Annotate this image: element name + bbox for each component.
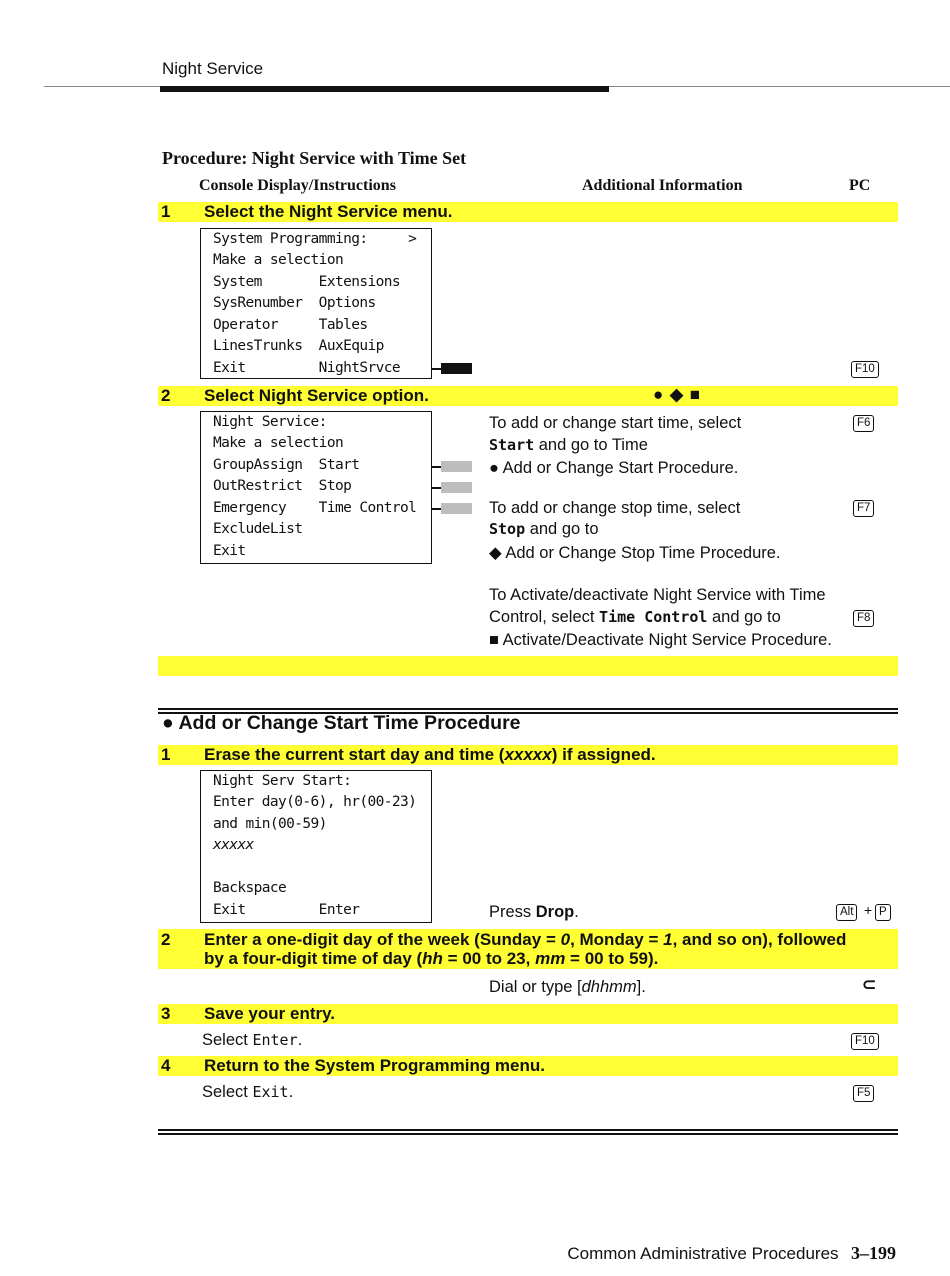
start-step-2-number: 2: [161, 930, 171, 949]
time-control-selector-key[interactable]: [441, 503, 472, 514]
s2-l1e: , and so on), followed: [672, 930, 847, 949]
start-connector: [431, 466, 441, 468]
step-2-number: 2: [161, 386, 171, 405]
nightsrvce-selector-key[interactable]: [441, 363, 472, 374]
screen-line-value: xxxxx: [213, 837, 254, 853]
screen-line: Operator Tables: [213, 317, 368, 333]
time-control-info-line2: [489, 608, 781, 627]
stop-selector-key[interactable]: [441, 482, 472, 493]
start-info-line1: To add or change start time, select: [489, 414, 742, 432]
dial-post: ].: [636, 978, 646, 996]
time-control-connector: [431, 508, 441, 510]
start-step-4-number: 4: [161, 1056, 171, 1075]
f5-key[interactable]: F5: [853, 1085, 874, 1102]
press-drop-instruction: [489, 903, 579, 922]
step-2-closing-bar: [158, 656, 898, 676]
dial-instruction: [489, 978, 646, 997]
screen-line: Make a selection: [213, 252, 344, 268]
select-exit-instruction: [202, 1083, 293, 1102]
screen-line: Exit: [213, 543, 246, 559]
section-title: ● Add or Change Start Time Procedure: [162, 712, 521, 734]
step-2-text: Select Night Service option.: [204, 386, 429, 405]
s2-l1a: Enter a one-digit day of the week (Sunday =: [204, 930, 561, 949]
stop-connector: [431, 487, 441, 489]
column-header-pc: PC: [849, 177, 871, 194]
press-drop-pre: Press: [489, 903, 536, 921]
stop-info-line3: ◆ Add or Change Stop Time Procedure.: [489, 544, 781, 562]
s2-l1b: 0: [560, 930, 571, 949]
s2-l1d: 1: [663, 930, 673, 949]
time-control-info-pre: Control, select: [489, 608, 600, 626]
procedure-symbols: ● ◆ ■: [653, 385, 702, 404]
nightsrvce-connector: [431, 368, 441, 370]
time-control-info-line1: To Activate/deactivate Night Service with Time: [489, 586, 826, 604]
p-key[interactable]: P: [875, 904, 891, 921]
end-double-rule-bottom: [158, 1133, 898, 1135]
screen-line: Night Service:: [213, 414, 327, 430]
footer: [567, 1243, 896, 1264]
screen-line: Exit Enter: [213, 902, 360, 918]
start-selector-key[interactable]: [441, 461, 472, 472]
column-header-additional: Additional Information: [582, 177, 743, 194]
time-control-info-line3: ■ Activate/Deactivate Night Service Procedure.: [489, 631, 832, 649]
screen-line: ExcludeList: [213, 521, 303, 537]
screen-line: Night Serv Start:: [213, 773, 352, 789]
screen-line: and min(00-59): [213, 816, 327, 832]
system-programming-screen: [200, 228, 432, 379]
f10-key-enter[interactable]: F10: [851, 1033, 879, 1050]
select-exit-pre: Select: [202, 1083, 253, 1101]
exit-command: Exit: [252, 1083, 289, 1101]
start-step-2-line2: [204, 949, 658, 969]
screen-line: LinesTrunks AuxEquip: [213, 338, 384, 354]
page-number: 3–199: [851, 1243, 896, 1263]
end-double-rule-top: [158, 1129, 898, 1131]
stop-command: Stop: [489, 520, 526, 538]
start-step-1-text: [204, 745, 656, 765]
f6-key[interactable]: F6: [853, 415, 874, 432]
time-control-command: Time Control: [599, 608, 708, 626]
select-enter-instruction: [202, 1031, 302, 1050]
dial-pre: Dial or type [: [489, 978, 582, 996]
column-header-console: Console Display/Instructions: [199, 177, 396, 194]
start-step-1-post: ) if assigned.: [551, 745, 656, 764]
start-info-line3: ● Add or Change Start Procedure.: [489, 459, 739, 477]
screen-line-stop[interactable]: OutRestrict Stop: [213, 478, 352, 494]
step-1-number: 1: [161, 202, 171, 221]
time-control-info-post: and go to: [707, 608, 781, 626]
drop-key-label: Drop: [535, 903, 575, 921]
screen-line: Enter day(0-6), hr(00-23): [213, 794, 417, 810]
screen-line-start[interactable]: GroupAssign Start: [213, 457, 360, 473]
night-serv-start-screen: [200, 770, 432, 923]
enter-command: Enter: [252, 1031, 298, 1049]
start-info-post: and go to Time: [534, 436, 648, 454]
dial-format: dhhmm: [581, 978, 637, 996]
screen-line-time-control[interactable]: Emergency Time Control: [213, 500, 417, 516]
s2-l2e: = 00 to 59).: [565, 949, 659, 968]
f10-key[interactable]: F10: [851, 361, 879, 378]
stop-info-line1: To add or change stop time, select: [489, 499, 741, 517]
screen-line: Make a selection: [213, 435, 344, 451]
start-info-line2: [489, 436, 648, 455]
f8-key[interactable]: F8: [853, 610, 874, 627]
screen-line: System Extensions: [213, 274, 400, 290]
step-1-text: Select the Night Service menu.: [204, 202, 453, 221]
start-step-4-text: Return to the System Programming menu.: [204, 1056, 545, 1075]
s2-l2b: hh: [422, 949, 443, 968]
dial-pad-icon: ⊂: [862, 975, 877, 994]
running-header: Night Service: [162, 59, 264, 78]
start-step-2-line1: [204, 930, 846, 950]
header-thick-rule: [160, 86, 609, 92]
s2-l2d: mm: [535, 949, 566, 968]
screen-line: Backspace: [213, 880, 287, 896]
select-exit-post: .: [288, 1083, 294, 1101]
screen-line: System Programming: >: [213, 231, 417, 247]
screen-line-nightsrvce[interactable]: Exit NightSrvce: [213, 360, 400, 376]
select-enter-post: .: [297, 1031, 303, 1049]
press-drop-post: .: [574, 903, 579, 921]
start-command: Start: [489, 436, 535, 454]
section-double-rule-top: [158, 708, 898, 710]
screen-line: SysRenumber Options: [213, 295, 376, 311]
stop-info-line2: [489, 520, 599, 539]
select-enter-pre: Select: [202, 1031, 253, 1049]
night-service-screen: [200, 411, 432, 564]
start-step-1-pre: Erase the current start day and time (: [204, 745, 505, 764]
stop-info-post: and go to: [525, 520, 599, 538]
start-step-3-text: Save your entry.: [204, 1004, 336, 1023]
start-step-3-number: 3: [161, 1004, 171, 1023]
alt-key[interactable]: Alt: [836, 904, 857, 921]
start-step-1-number: 1: [161, 745, 171, 764]
s2-l2a: by a four-digit time of day (: [204, 949, 423, 968]
plus-sign: +: [864, 902, 873, 918]
f7-key[interactable]: F7: [853, 500, 874, 517]
footer-section-title: Common Administrative Procedures: [567, 1244, 839, 1263]
start-step-1-italic: xxxxx: [504, 745, 552, 764]
s2-l1c: , Monday =: [570, 930, 664, 949]
procedure-title: Procedure: Night Service with Time Set: [162, 148, 467, 168]
s2-l2c: = 00 to 23,: [442, 949, 536, 968]
